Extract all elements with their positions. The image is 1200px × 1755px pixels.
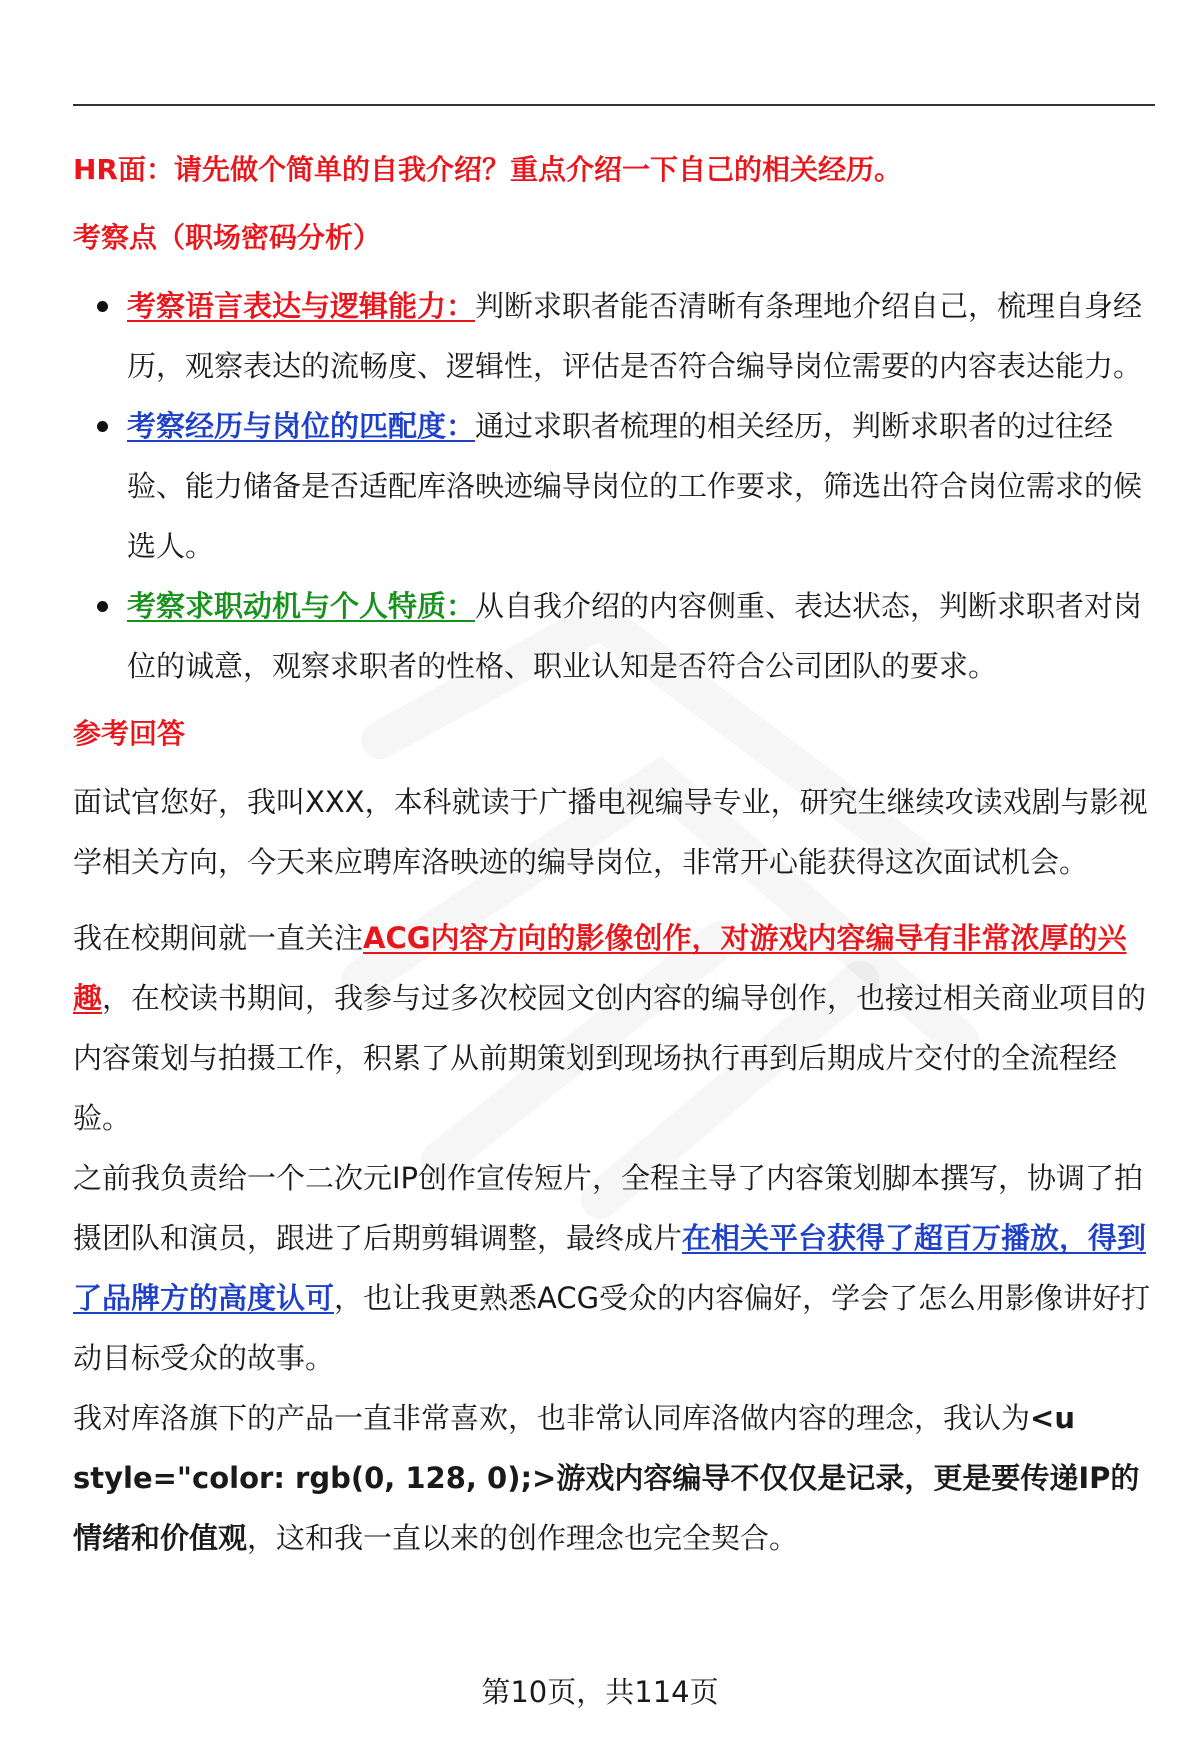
- paragraph-text: ，在校读书期间，我参与过多次校园文创内容的编导创作，也接过相关商业项目的内容策划与拍摄工作，积累了从前期策划到现场执行再到后期成片交付的全流程经验。: [73, 981, 1147, 1135]
- point-label: 考察经历与岗位的匹配度：: [127, 409, 476, 443]
- bold-text: <u style="color: rgb(0, 128, 0);>游戏内容编导不仅仅是记录，更是要传递IP的情绪和价值观: [73, 1401, 1140, 1555]
- paragraph-text: ，这和我一直以来的创作理念也完全契合。: [247, 1521, 799, 1555]
- top-divider: [73, 104, 1155, 106]
- bullet-icon: [97, 421, 108, 432]
- answer-paragraph-1: 面试官您好，我叫XXX，本科就读于广播电视编导专业，研究生继续攻读戏剧与影视学相关方向，今天来应聘库洛映迹的编导岗位，非常开心能获得这次面试机会。: [73, 785, 1148, 879]
- paragraph-text: 我对库洛旗下的产品一直非常喜欢，也非常认同库洛做内容的理念，我认为: [73, 1401, 1031, 1435]
- point-label: 考察语言表达与逻辑能力：: [127, 289, 476, 323]
- answer-heading: 参考回答: [73, 717, 186, 750]
- answer-paragraph-4: [73, 1388, 1155, 1568]
- highlight-text: ACG内容方向的影像创作，对游戏内容编导有非常浓厚的兴趣: [73, 921, 1127, 1015]
- paragraph-text: 我在校期间就一直关注: [73, 921, 364, 955]
- answer-paragraph-3: [73, 1148, 1155, 1388]
- evaluation-points-list: [73, 276, 1155, 696]
- paragraph-text: ，也让我更熟悉ACG受众的内容偏好，学会了怎么用影像讲好打动目标受众的故事。: [73, 1281, 1151, 1375]
- points-heading: 考察点（职场密码分析）: [73, 221, 382, 254]
- bullet-icon: [97, 601, 108, 612]
- question-heading: HR面：请先做个简单的自我介绍？重点介绍一下自己的相关经历。: [73, 153, 902, 186]
- highlight-text: 在相关平台获得了超百万播放，得到了品牌方的高度认可: [73, 1221, 1147, 1315]
- bullet-icon: [97, 301, 108, 312]
- point-text: 判断求职者能否清晰有条理地介绍自己，梳理自身经历，观察表达的流畅度、逻辑性，评估是否符合编导岗位需要的内容表达能力。: [127, 289, 1143, 383]
- page-number: 第10页，共114页: [481, 1675, 719, 1709]
- point-text: 通过求职者梳理的相关经历，判断求职者的过往经验、能力储备是否适配库洛映迹编导岗位的工作要求，筛选出符合岗位需求的候选人。: [127, 409, 1143, 563]
- answer-paragraph-2: [73, 908, 1155, 1148]
- paragraph-text: 之前我负责给一个二次元IP创作宣传短片，全程主导了内容策划脚本撰写，协调了拍摄团队和演员，跟进了后期剪辑调整，最终成片: [73, 1161, 1144, 1255]
- list-item: [73, 576, 1155, 696]
- content-area: [73, 140, 1155, 1568]
- point-text: 从自我介绍的内容侧重、表达状态，判断求职者对岗位的诚意，观察求职者的性格、职业认知是否符合公司团队的要求。: [127, 589, 1143, 683]
- list-item: [73, 276, 1155, 396]
- point-label: 考察求职动机与个人特质：: [127, 589, 476, 623]
- list-item: [73, 396, 1155, 576]
